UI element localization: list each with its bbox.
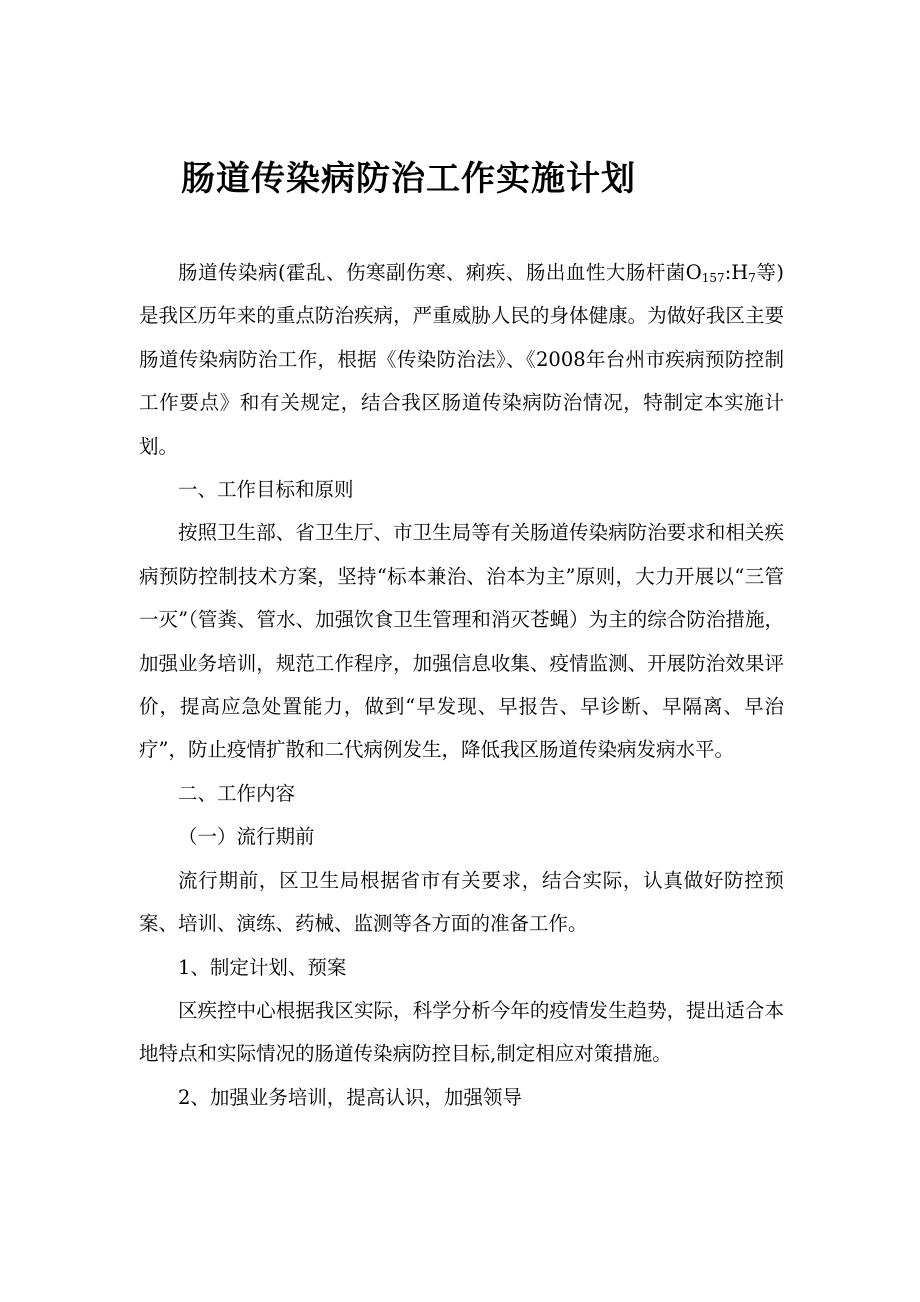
section-heading-content: 二、工作内容: [178, 781, 296, 805]
subsection-heading-pre-epidemic: （一）流行期前: [178, 825, 315, 849]
document-body: [139, 251, 784, 1119]
goals-paragraph: 按照卫生部、省卫生厅、市卫生局等有关肠道传染病防治要求和相关疾病预防控制技术方案，坚持“标本兼治、治本为主”原则，大力开展以“三管一灭”（管粪、管水、加强饮食卫生管理和消灭苍蝇）为主的综合防治措施，加强业务培训，规范工作程序，加强信息收集、疫情监测、开展防治效果评价，提高应急处置能力，做到“早发现、早报告、早诊断、早隔离、早治疗”，防止疫情扩散和二代病例发生，降低我区肠道传染病发病水平。: [139, 521, 784, 762]
intro-paragraph: [139, 251, 784, 468]
intro-subscript-7: 7: [748, 271, 756, 285]
pre-epidemic-paragraph: 流行期前，区卫生局根据省市有关要求，结合实际，认真做好防控预案、培训、演练、药械、监测等各方面的准备工作。: [139, 868, 784, 936]
plan-paragraph: 区疾控中心根据我区实际，科学分析今年的疫情发生趋势，提出适合本地特点和实际情况的肠道传染病防控目标,制定相应对策措施。: [139, 998, 784, 1066]
intro-rest-text: 等)是我区历年来的重点防治疾病，严重威胁人民的身体健康。为做好我区主要肠道传染病防治工作，根据《传染防治法》、《2008年台州市疾病预防控制工作要点》和有关规定，结合我区肠道传染病防治情况，特制定本实施计划。: [139, 261, 784, 458]
intro-mid-text: :H: [724, 261, 749, 284]
section-heading-goals: 一、工作目标和原则: [178, 478, 354, 502]
intro-subscript-157: 157: [701, 271, 725, 285]
item-heading-plan: 1、制定计划、预案: [178, 955, 347, 979]
item-heading-training: 2、加强业务培训，提高认识，加强领导: [178, 1085, 522, 1109]
document-title: 肠道传染病防治工作实施计划: [181, 159, 636, 199]
intro-lead-text: 肠道传染病(霍乱、伤寒副伤寒、痢疾、肠出血性大肠杆菌O: [178, 261, 702, 284]
